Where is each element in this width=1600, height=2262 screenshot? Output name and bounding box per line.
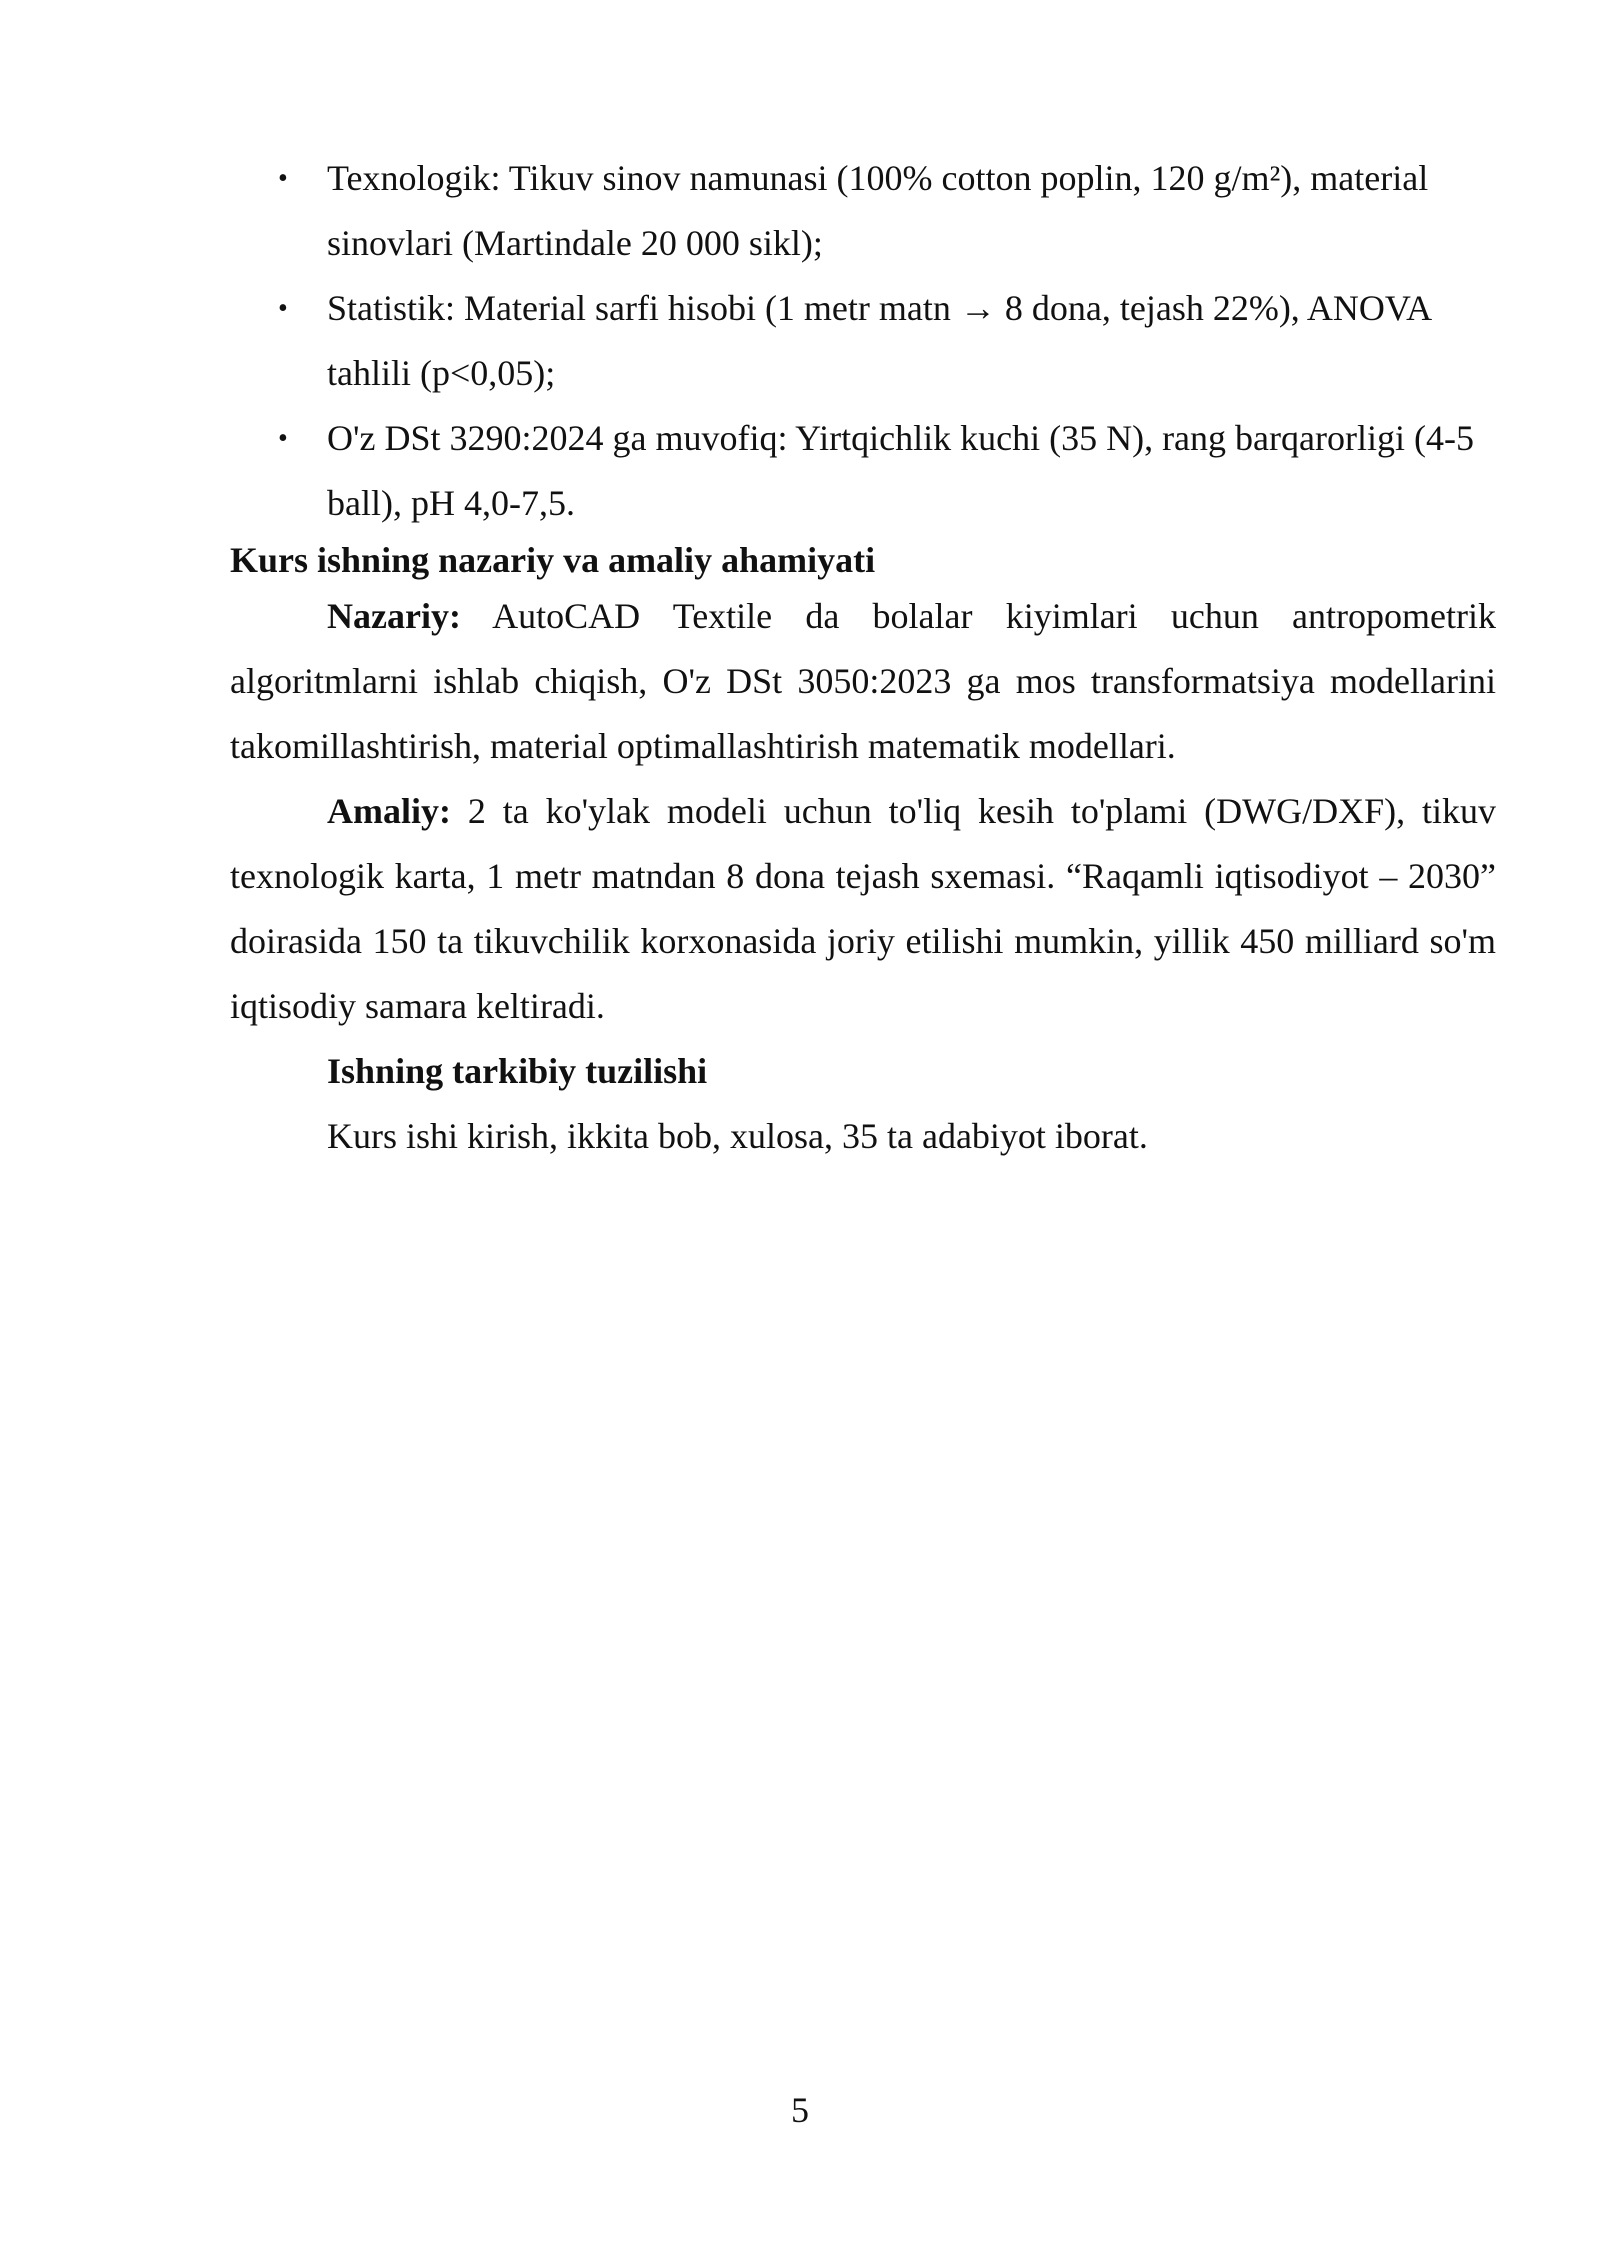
paragraph-label: Amaliy: (327, 791, 451, 831)
methods-list (230, 146, 1496, 536)
list-item (230, 406, 1496, 536)
page-content (230, 146, 1496, 1169)
paragraph-label: Nazariy: (327, 596, 461, 636)
paragraph-practical (230, 779, 1496, 1039)
list-item-text: O'z DSt 3290:2024 ga muvofiq: Yirtqichlik kuchi (35 N), rang barqarorligi (4-5 ball), pH 4,0-7,5. (327, 418, 1474, 523)
bullet-icon: • (278, 423, 288, 454)
section-heading: Kurs ishning nazariy va amaliy ahamiyati (230, 540, 876, 580)
list-item (230, 276, 1496, 406)
paragraph-theoretical (230, 584, 1496, 779)
list-item-text: Statistik: Material sarfi hisobi (1 metr matn → 8 dona, tejash 22%), ANOVA tahlili (p<0,05); (327, 288, 1431, 393)
page-number: 5 (791, 2090, 809, 2130)
paragraph-text: 2 ta ko'ylak modeli uchun to'liq kesih to'plami (DWG/DXF), tikuv texnologik karta, 1 metr matndan 8 dona tejash sxemasi. “Raqamli iqtisodiyot – 2030” doirasida 150 ta tikuvchilik korxonasida joriy etilishi mumkin, yillik 450 milliard so'm iqtisodiy samara keltiradi. (230, 791, 1496, 1026)
list-item-text: Texnologik: Tikuv sinov namunasi (100% cotton poplin, 120 g/m²), material sinovlari (Martindale 20 000 sikl); (327, 158, 1429, 263)
paragraph-text: AutoCAD Textile da bolalar kiyimlari uchun antropometrik algoritmlarni ishlab chiqish, O'z DSt 3050:2023 ga mos transformatsiya modellarini takomillashtirish, material optimallashtirish matematik modellari. (230, 596, 1496, 766)
bullet-icon: • (278, 163, 288, 194)
list-item (230, 146, 1496, 276)
structure-text: Kurs ishi kirish, ikkita bob, xulosa, 35 ta adabiyot iborat. (327, 1116, 1148, 1156)
bullet-icon: • (278, 293, 288, 324)
section-heading-structure: Ishning tarkibiy tuzilishi (327, 1051, 708, 1091)
